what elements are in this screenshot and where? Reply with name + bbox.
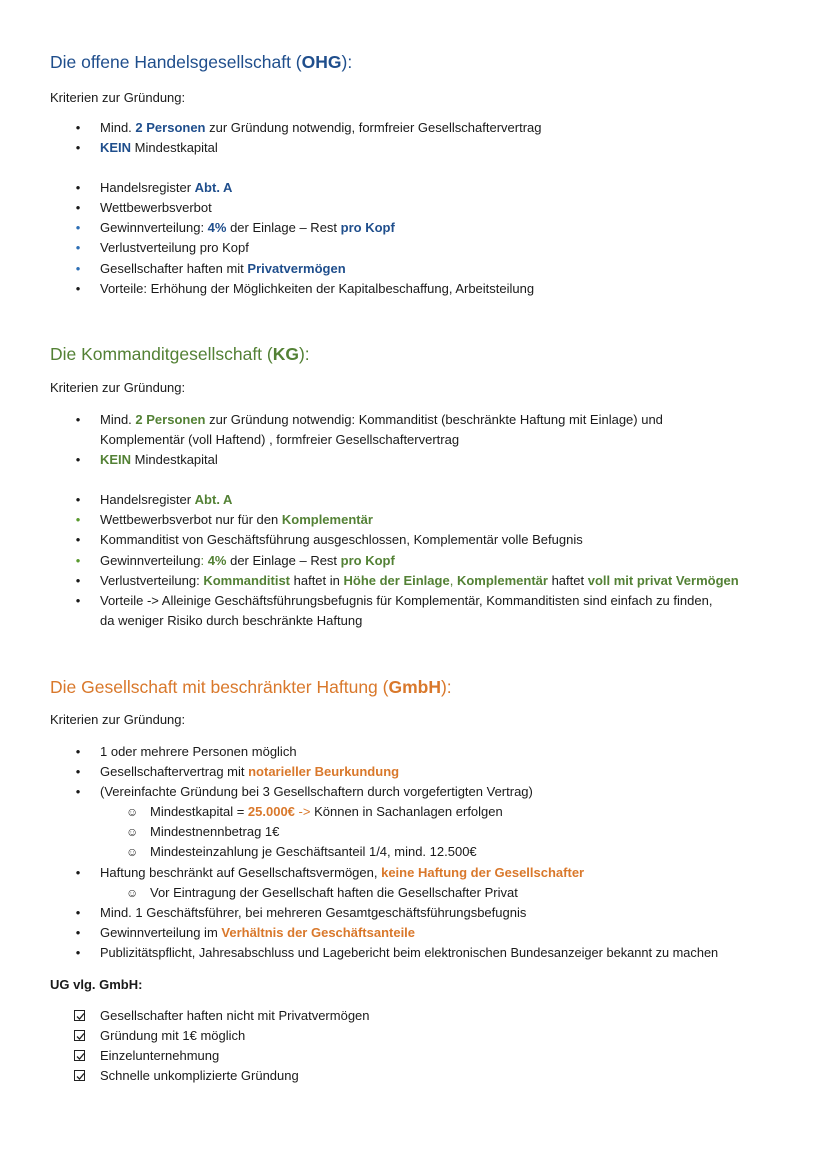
bullet-icon: • [75,492,81,507]
gmbh-item-profit: Gewinnverteilung im Verhältnis der Geschäftsanteile [100,925,416,940]
gmbh-item-simplified: (Vereinfachte Gründung bei 3 Gesellschaftern durch vorgefertigten Vertrag) [100,784,533,799]
bullet-icon: • [75,261,81,276]
ug-item: Gründung mit 1€ möglich [100,1028,246,1043]
smiley-icon: ☺ [126,886,139,900]
ohg-item-capital: KEIN Mindestkapital [100,140,218,155]
bullet-icon: • [75,744,81,759]
kg-criteria-label: Kriterien zur Gründung: [50,380,186,395]
bullet-icon: • [75,593,81,608]
gmbh-subitem-nominal: Mindestnennbetrag 1€ [150,824,280,839]
gmbh-subitem-payment: Mindesteinzahlung je Geschäftsanteil 1/4, mind. 12.500€ [150,844,477,859]
bullet-icon: • [75,784,81,799]
ohg-criteria-label: Kriterien zur Gründung: [50,90,186,105]
ug-item: Gesellschafter haften nicht mit Privatvermögen [100,1008,370,1023]
gmbh-item-managers: Mind. 1 Geschäftsführer, bei mehreren Gesamtgeschäftsführungsbefugnis [100,905,527,920]
checkbox-checked-icon [74,1010,85,1021]
bullet-icon: • [75,180,81,195]
gmbh-heading: Die Gesellschaft mit beschränkter Haftung (GmbH): [50,677,452,697]
gmbh-item-contract: Gesellschaftervertrag mit notarieller Beurkundung [100,764,400,779]
bullet-icon: • [75,120,81,135]
bullet-icon: • [75,764,81,779]
kg-item-profit: Gewinnverteilung: 4% der Einlage – Rest pro Kopf [100,553,395,568]
smiley-icon: ☺ [126,805,139,819]
bullet-icon: • [75,240,81,255]
smiley-icon: ☺ [126,845,139,859]
bullet-icon: • [75,512,81,527]
bullet-icon: • [75,532,81,547]
ohg-item-register: Handelsregister Abt. A [100,180,233,195]
kg-item-persons: Mind. 2 Personen zur Gründung notwendig: Kommanditist (beschränkte Haftung mit Einlage) und [100,412,663,427]
kg-item-advantages-line2: da weniger Risiko durch beschränkte Haftung [100,613,363,628]
kg-item-register: Handelsregister Abt. A [100,492,233,507]
ohg-item-advantages: Vorteile: Erhöhung der Möglichkeiten der Kapitalbeschaffung, Arbeitsteilung [100,281,535,296]
kg-item-loss: Verlustverteilung: Kommanditist haftet in Höhe der Einlage, Komplementär haftet voll mit privat Vermögen [100,573,739,588]
ohg-item-profit: Gewinnverteilung: 4% der Einlage – Rest pro Kopf [100,220,395,235]
bullet-icon: • [75,281,81,296]
bullet-icon: • [75,452,81,467]
gmbh-subitem-registration: Vor Eintragung der Gesellschaft haften die Gesellschafter Privat [150,885,518,900]
bullet-icon: • [75,905,81,920]
bullet-icon: • [75,925,81,940]
smiley-icon: ☺ [126,825,139,839]
kg-heading: Die Kommanditgesellschaft (KG): [50,344,310,364]
bullet-icon: • [75,200,81,215]
bullet-icon: • [75,945,81,960]
kg-item-persons-line2: Komplementär (voll Haftend) , formfreier Gesellschaftervertrag [100,432,460,447]
bullet-icon: • [75,573,81,588]
ug-item: Schnelle unkomplizierte Gründung [100,1068,299,1083]
ohg-item-liability: Gesellschafter haften mit Privatvermögen [100,261,346,276]
checkbox-checked-icon [74,1070,85,1081]
gmbh-item-liability: Haftung beschränkt auf Gesellschaftsvermögen, keine Haftung der Gesellschafter [100,865,585,880]
kg-item-competition: Wettbewerbsverbot nur für den Komplementär [100,512,373,527]
gmbh-criteria-label: Kriterien zur Gründung: [50,712,186,727]
ohg-item-persons: Mind. 2 Personen zur Gründung notwendig, formfreier Gesellschaftervertrag [100,120,542,135]
ug-heading: UG vlg. GmbH: [50,977,143,992]
ohg-item-loss: Verlustverteilung pro Kopf [100,240,249,255]
kg-item-advantages: Vorteile -> Alleinige Geschäftsführungsbefugnis für Komplementär, Kommanditisten sind einfach zu finden, [100,593,713,608]
bullet-icon: • [75,865,81,880]
ohg-heading: Die offene Handelsgesellschaft (OHG): [50,52,353,72]
bullet-icon: • [75,140,81,155]
bullet-icon: • [75,553,81,568]
ohg-item-competition: Wettbewerbsverbot [100,200,212,215]
gmbh-subitem-capital: Mindestkapital = 25.000€ -> Können in Sachanlagen erfolgen [150,804,503,819]
checkbox-checked-icon [74,1050,85,1061]
bullet-icon: • [75,220,81,235]
kg-item-capital: KEIN Mindestkapital [100,452,218,467]
kg-item-management: Kommanditist von Geschäftsführung ausgeschlossen, Komplementär volle Befugnis [100,532,583,547]
bullet-icon: • [75,412,81,427]
checkbox-checked-icon [74,1030,85,1041]
gmbh-item-persons: 1 oder mehrere Personen möglich [100,744,297,759]
ug-item: Einzelunternehmung [100,1048,220,1063]
gmbh-item-publicity: Publizitätspflicht, Jahresabschluss und Lagebericht beim elektronischen Bundesanzeiger bekannt zu machen [100,945,719,960]
